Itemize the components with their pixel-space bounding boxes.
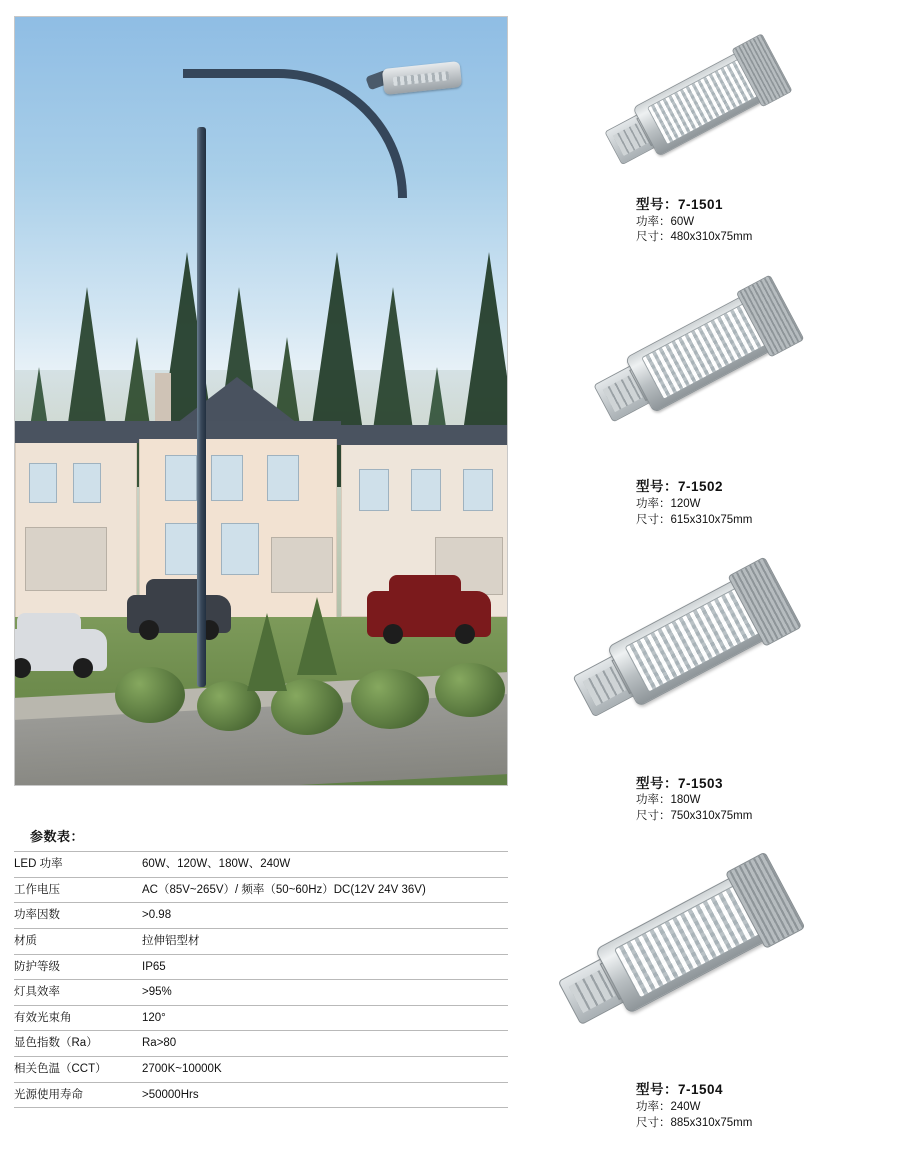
param-key: 功率因数 xyxy=(14,903,142,929)
led-street-light-figure xyxy=(546,523,819,763)
car-wheel xyxy=(455,624,475,644)
product-list xyxy=(540,16,890,1137)
roof xyxy=(135,421,341,439)
street-lamp-photo xyxy=(14,16,508,786)
param-value: >50000Hrs xyxy=(142,1082,508,1108)
table-row xyxy=(14,1082,508,1108)
cone-shrub xyxy=(247,613,287,691)
lamp-pole xyxy=(197,127,206,687)
garage-door xyxy=(25,527,107,591)
param-value: AC（85V~265V）/ 频率（50~60Hz）DC(12V 24V 36V) xyxy=(142,877,508,903)
product-size: 尺寸：615x310x75mm xyxy=(636,513,753,526)
car-wheel xyxy=(139,620,159,640)
window xyxy=(411,469,441,511)
parameter-table-title: 参数表： xyxy=(30,829,85,844)
product-item xyxy=(540,252,890,528)
param-value: 60W、120W、180W、240W xyxy=(142,852,508,878)
param-key: LED 功率 xyxy=(14,852,142,878)
table-row xyxy=(14,928,508,954)
table-row xyxy=(14,877,508,903)
led-street-light-figure xyxy=(569,245,821,466)
car-wheel xyxy=(383,624,403,644)
product-power: 功率：120W xyxy=(636,497,701,510)
garage-door xyxy=(271,537,333,593)
roof xyxy=(14,421,141,443)
param-value: 拉伸铝型材 xyxy=(142,928,508,954)
window xyxy=(165,455,197,501)
param-key: 工作电压 xyxy=(14,877,142,903)
param-value: 2700K~10000K xyxy=(142,1057,508,1083)
product-caption xyxy=(540,478,890,528)
product-image xyxy=(540,831,890,1081)
window xyxy=(267,455,299,501)
param-key: 防护等级 xyxy=(14,954,142,980)
table-row xyxy=(14,852,508,878)
product-caption xyxy=(540,1081,890,1131)
param-key: 有效光束角 xyxy=(14,1005,142,1031)
param-value: IP65 xyxy=(142,954,508,980)
param-value: Ra>80 xyxy=(142,1031,508,1057)
car-cabin xyxy=(389,575,461,595)
param-value: 120° xyxy=(142,1005,508,1031)
window xyxy=(73,463,101,503)
window xyxy=(221,523,259,575)
product-image xyxy=(540,252,890,478)
product-model: 型号：7-1502 xyxy=(636,479,724,495)
table-row xyxy=(14,1005,508,1031)
product-image xyxy=(540,16,890,196)
product-image xyxy=(540,535,890,775)
param-key: 材质 xyxy=(14,928,142,954)
param-key: 显色指数（Ra） xyxy=(14,1031,142,1057)
car-wheel xyxy=(73,658,93,678)
product-item xyxy=(540,535,890,825)
product-power: 功率：240W xyxy=(636,1100,701,1113)
product-model: 型号：7-1504 xyxy=(636,1082,724,1098)
window xyxy=(29,463,57,503)
table-row xyxy=(14,903,508,929)
car xyxy=(127,595,231,633)
table-row xyxy=(14,1031,508,1057)
shrub xyxy=(351,669,429,729)
param-key: 灯具效率 xyxy=(14,980,142,1006)
param-value: >0.98 xyxy=(142,903,508,929)
product-item xyxy=(540,16,890,246)
product-size: 尺寸：480x310x75mm xyxy=(636,231,753,244)
product-size: 尺寸：885x310x75mm xyxy=(636,1116,753,1129)
chimney xyxy=(155,373,171,421)
window xyxy=(211,455,243,501)
param-key: 相关色温（CCT） xyxy=(14,1057,142,1083)
car xyxy=(14,629,107,671)
param-key: 光源使用寿命 xyxy=(14,1082,142,1108)
car-cabin xyxy=(17,613,81,633)
led-street-light-figure xyxy=(529,816,824,1076)
shrub xyxy=(115,667,185,723)
shrub xyxy=(435,663,505,717)
parameter-table xyxy=(14,851,508,1108)
product-model: 型号：7-1503 xyxy=(636,775,724,791)
table-row xyxy=(14,954,508,980)
led-street-light-figure xyxy=(583,6,807,203)
table-row xyxy=(14,1057,508,1083)
product-power: 功率：180W xyxy=(636,794,701,807)
parameter-table-section xyxy=(14,824,508,1108)
product-model: 型号：7-1501 xyxy=(636,197,724,212)
roof xyxy=(177,377,297,423)
param-value: >95% xyxy=(142,980,508,1006)
table-row xyxy=(14,980,508,1006)
product-power: 功率：60W xyxy=(636,215,695,228)
product-caption xyxy=(540,196,890,246)
left-column xyxy=(14,16,508,1108)
window xyxy=(359,469,389,511)
car xyxy=(367,591,491,637)
product-caption xyxy=(540,775,890,825)
product-size: 尺寸：750x310x75mm xyxy=(636,810,753,823)
cone-shrub xyxy=(297,597,337,675)
roof xyxy=(337,425,508,445)
window xyxy=(463,469,493,511)
product-item xyxy=(540,831,890,1131)
